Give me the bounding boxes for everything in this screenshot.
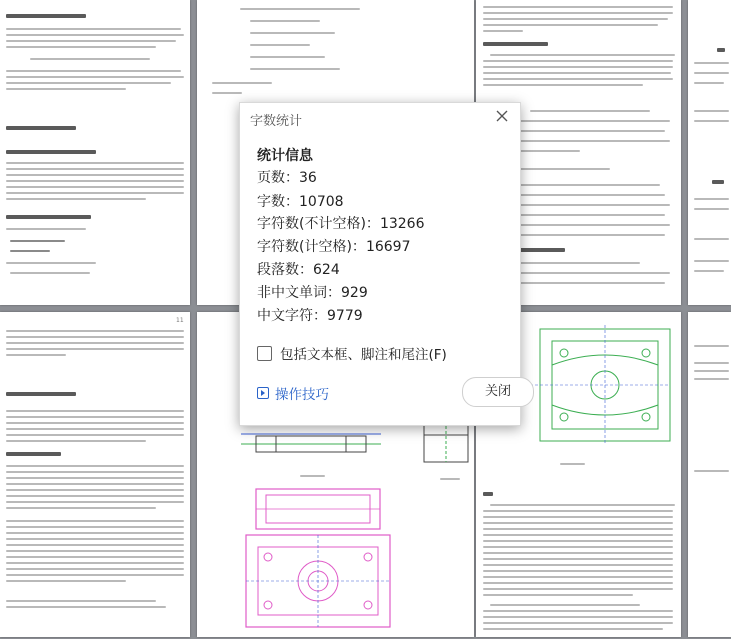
stat-value: 16697	[365, 239, 411, 255]
stat-value: 929	[341, 285, 368, 301]
stat-value: 10708	[299, 194, 344, 210]
stat-chinese-chars	[257, 305, 363, 325]
stat-non-chinese-words	[257, 282, 368, 302]
stat-value: 13266	[379, 216, 425, 232]
dialog-title: 字数统计	[250, 114, 303, 129]
close-button[interactable]: 关闭	[462, 377, 534, 407]
statistics-section-title: 统计信息	[257, 148, 313, 164]
close-icon[interactable]	[492, 106, 512, 126]
stat-label: 字符数(不计空格)：	[257, 216, 380, 232]
stat-chars-with-spaces	[257, 236, 410, 256]
assembly-drawing-top	[236, 430, 386, 458]
stat-label: 段落数：	[257, 262, 313, 278]
stat-value: 624	[313, 262, 340, 278]
figure-caption-line-2	[560, 463, 585, 465]
stat-chars-no-spaces	[257, 213, 424, 233]
figure-caption-line	[300, 475, 325, 477]
stat-label: 中文字符：	[257, 308, 327, 324]
tips-label: 操作技巧	[275, 387, 329, 403]
checkbox-label: 包括文本框、脚注和尾注(F)	[280, 347, 447, 363]
play-icon	[257, 387, 269, 399]
tips-link[interactable]	[257, 383, 329, 403]
page-number: 11	[176, 317, 184, 324]
stat-label: 非中文单词：	[257, 285, 341, 301]
stat-value: 36	[299, 170, 317, 186]
assembly-drawing-main	[238, 485, 398, 635]
checkbox-icon[interactable]	[257, 346, 272, 361]
document-page-5	[0, 312, 190, 637]
word-count-dialog	[239, 102, 521, 426]
stat-words	[257, 191, 344, 211]
include-textboxes-checkbox[interactable]	[257, 343, 447, 363]
stat-label: 字符数(计空格)：	[257, 239, 366, 255]
stat-paragraphs	[257, 259, 340, 279]
stat-pages	[257, 167, 317, 187]
stat-value: 9779	[327, 308, 363, 324]
document-page-8	[688, 312, 731, 637]
stat-label: 字数：	[257, 194, 299, 210]
stat-label: 页数：	[257, 170, 299, 186]
